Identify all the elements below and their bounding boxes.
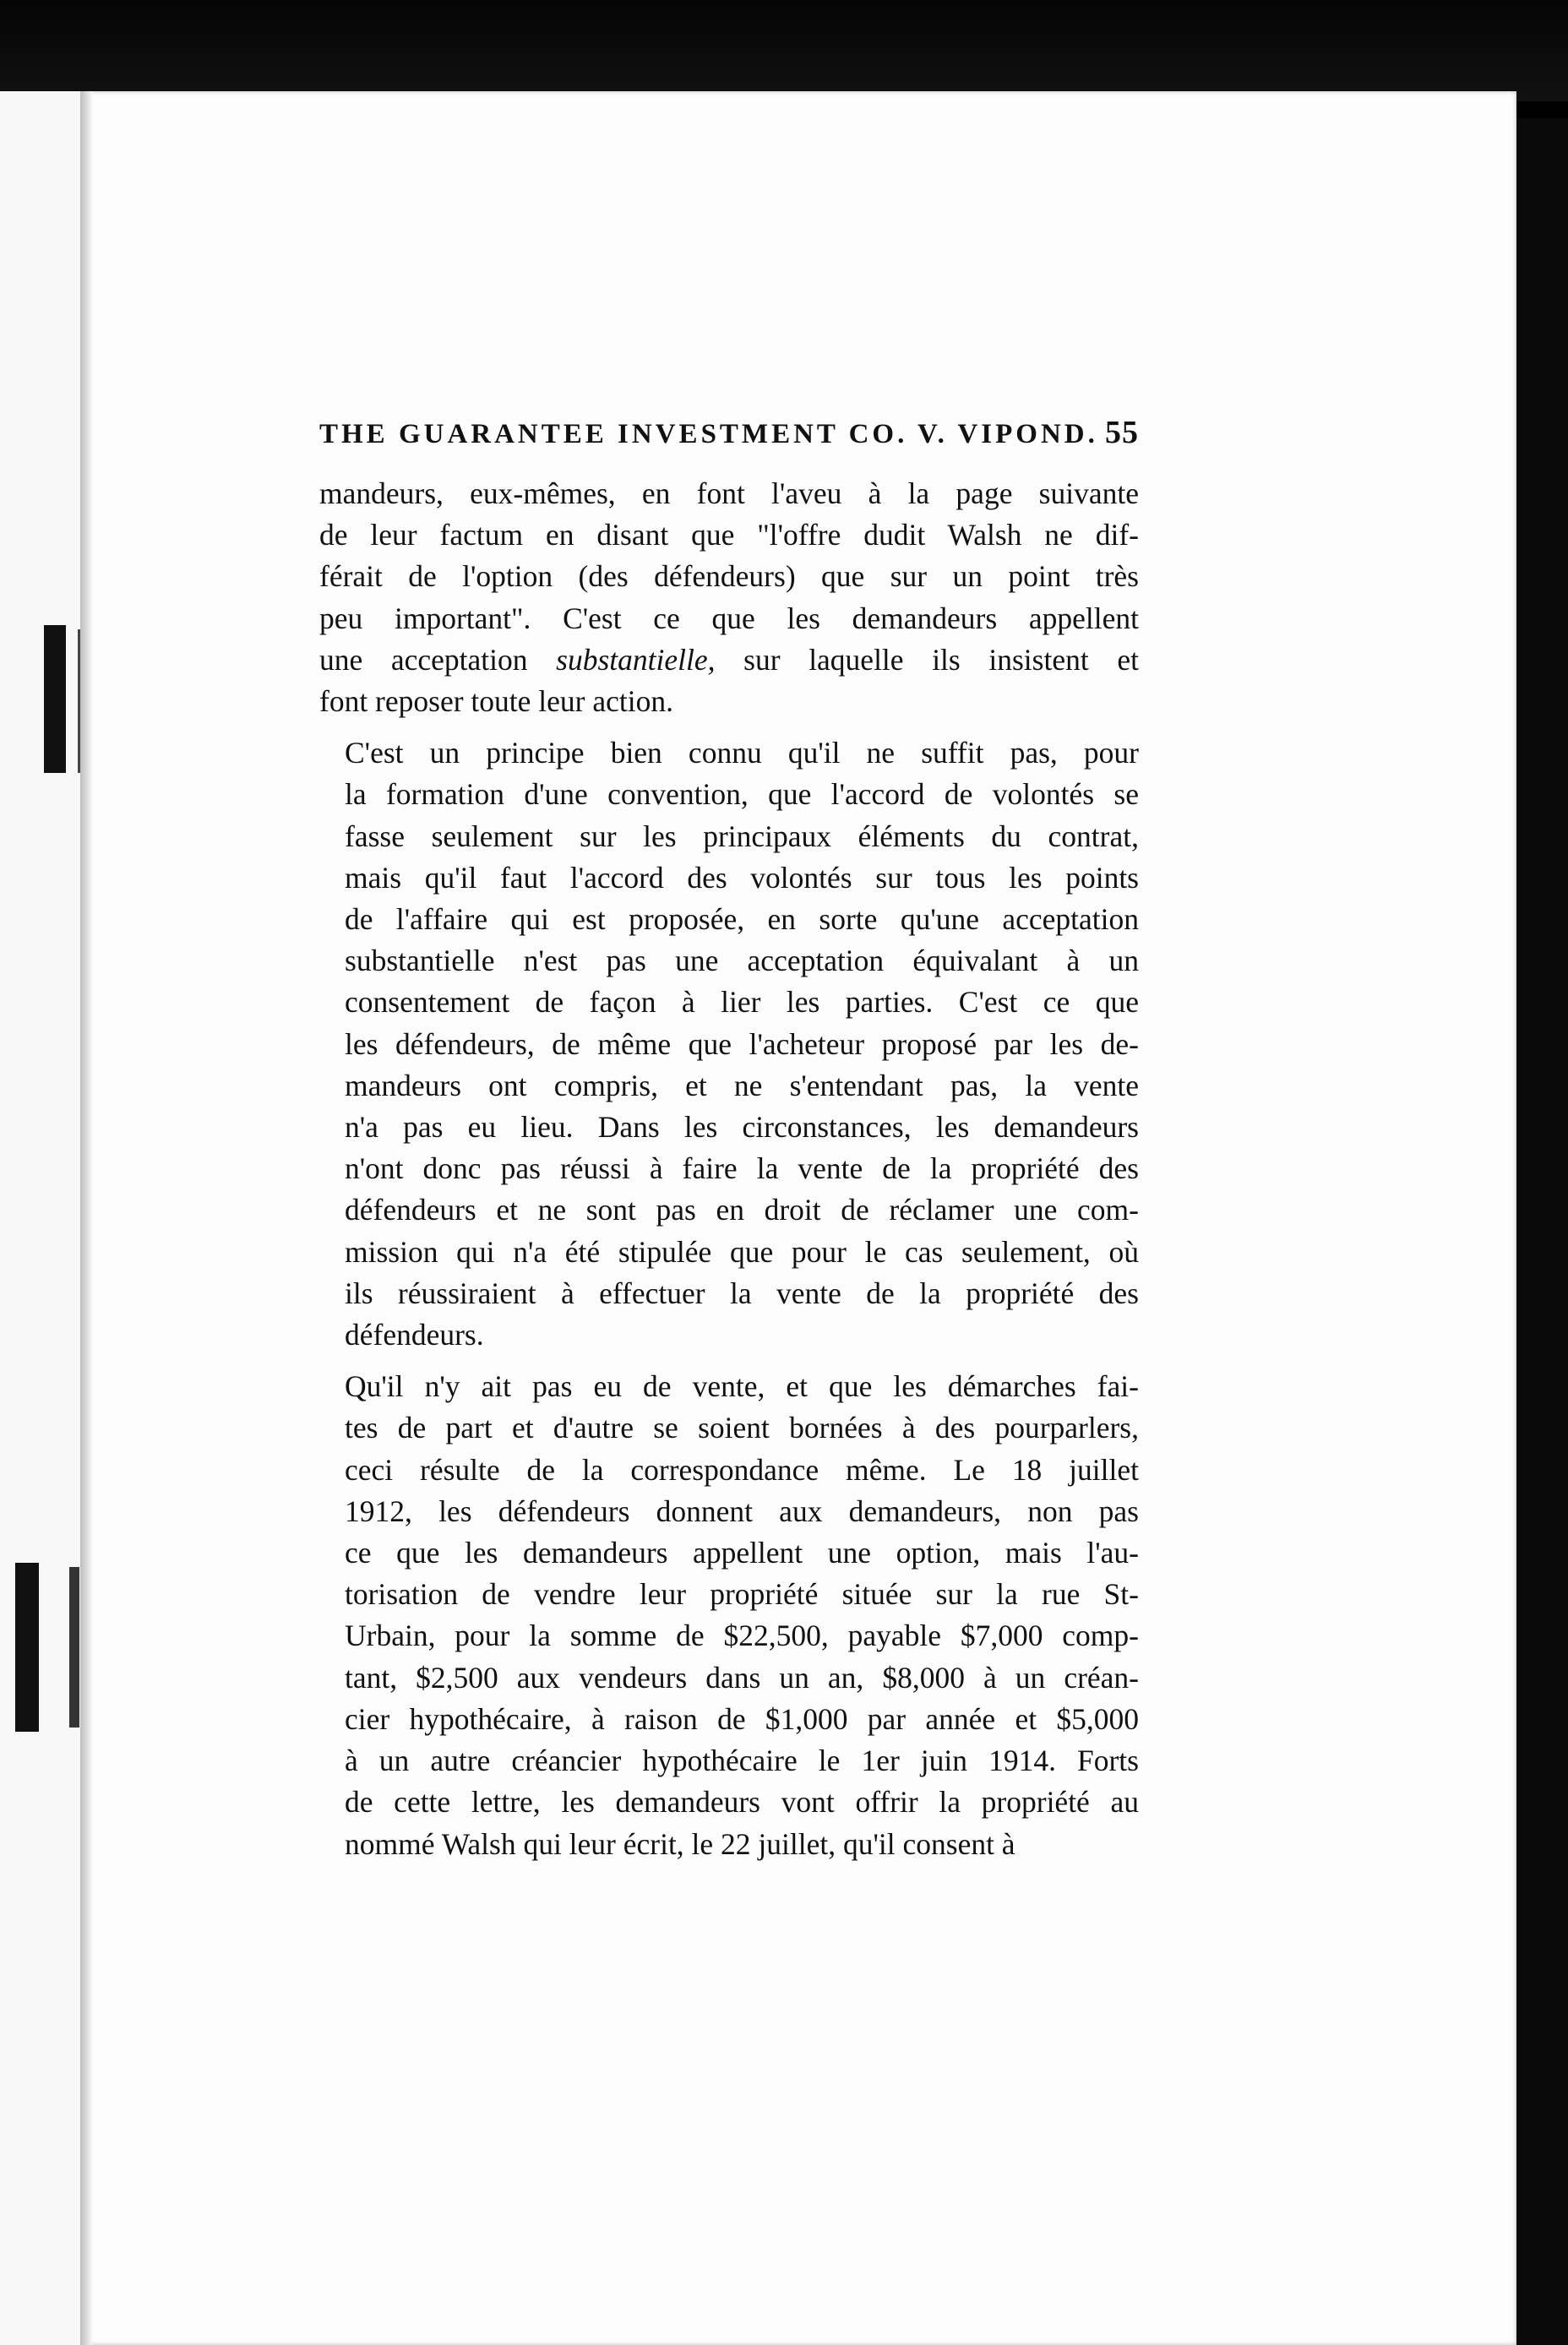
text-line: mais qu'il faut l'accord des volontés sur tous les points (345, 860, 1139, 895)
scan-right-edge (1516, 118, 1568, 2345)
text-line: de leur factum en disant que "l'offre dudit Walsh ne dif- (319, 518, 1139, 552)
text-line: mandeurs ont compris, et ne s'entendant pas, la vente (345, 1068, 1139, 1102)
page-number: 55 (1105, 415, 1139, 450)
text-line: n'ont donc pas réussi à faire la vente de la propriété des (345, 1151, 1139, 1186)
text-line: substantielle n'est pas une acceptation équivalant à un (345, 944, 1139, 978)
binding-mark (44, 625, 66, 773)
paragraph (319, 1366, 1139, 1864)
paragraph (319, 473, 1139, 722)
facing-page-edge (0, 91, 80, 2345)
text-line: font reposer toute leur action. (319, 684, 673, 719)
scan-top-shadow (0, 0, 1568, 101)
page-content (319, 414, 1139, 1865)
text-line: de cette lettre, les demandeurs vont offrir la propriété au (345, 1785, 1139, 1820)
text-line: une acceptation substantielle, sur laquelle ils insistent et (319, 642, 1139, 677)
text-line: nommé Walsh qui leur écrit, le 22 juillet, qu'il consent à (345, 1826, 1015, 1861)
text-line: défendeurs. (345, 1318, 484, 1352)
text-line: cier hypothécaire, à raison de $1,000 par année et $5,000 (345, 1701, 1139, 1736)
text-line: tes de part et d'autre se soient bornées à des pourparlers, (345, 1411, 1139, 1445)
binding-mark (69, 1567, 79, 1727)
page-gutter-shadow (80, 91, 92, 2345)
text-line: torisation de vendre leur propriété située sur la rue St- (345, 1577, 1139, 1612)
text-line: à un autre créancier hypothécaire le 1er juin 1914. Forts (345, 1744, 1139, 1778)
text-line: mission qui n'a été stipulée que pour le cas seulement, où (345, 1234, 1139, 1269)
text-line: 1912, les défendeurs donnent aux demandeurs, non pas (345, 1494, 1139, 1528)
text-line: C'est un principe bien connu qu'il ne suffit pas, pour (345, 736, 1139, 770)
text-line: n'a pas eu lieu. Dans les circonstances, les demandeurs (345, 1110, 1139, 1145)
text-line: défendeurs et ne sont pas en droit de réclamer une com- (345, 1193, 1139, 1227)
text-line: les défendeurs, de même que l'acheteur proposé par les de- (345, 1026, 1139, 1061)
text-line: ceci résulte de la correspondance même. Le 18 juillet (345, 1452, 1139, 1487)
body-text (319, 473, 1139, 1865)
text-line: de l'affaire qui est proposée, en sorte qu'une acceptation (345, 902, 1139, 937)
text-line: ce que les demandeurs appellent une option, mais l'au- (345, 1536, 1139, 1570)
text-line: fasse seulement sur les principaux éléments du contrat, (345, 819, 1139, 853)
paragraph (319, 732, 1139, 1356)
text-line: Urbain, pour la somme de $22,500, payable $7,000 comp- (345, 1619, 1139, 1653)
running-head-title: THE GUARANTEE INVESTMENT CO. V. VIPOND. (319, 419, 1098, 449)
binding-mark (15, 1563, 39, 1732)
text-line: tant, $2,500 aux vendeurs dans un an, $8,000 à un créan- (345, 1660, 1139, 1695)
text-line: mandeurs, eux-mêmes, en font l'aveu à la page suivante (319, 476, 1139, 510)
running-head (319, 414, 1139, 451)
text-line: consentement de façon à lier les parties. C'est ce que (345, 985, 1139, 1020)
text-line: férait de l'option (des défendeurs) que sur un point très (319, 559, 1139, 594)
text-line: ils réussiraient à effectuer la vente de la propriété des (345, 1276, 1139, 1310)
text-line: Qu'il n'y ait pas eu de vente, et que les démarches fai- (345, 1369, 1139, 1404)
text-line: la formation d'une convention, que l'accord de volontés se (345, 777, 1139, 812)
text-line: peu important". C'est ce que les demandeurs appellent (319, 601, 1139, 635)
